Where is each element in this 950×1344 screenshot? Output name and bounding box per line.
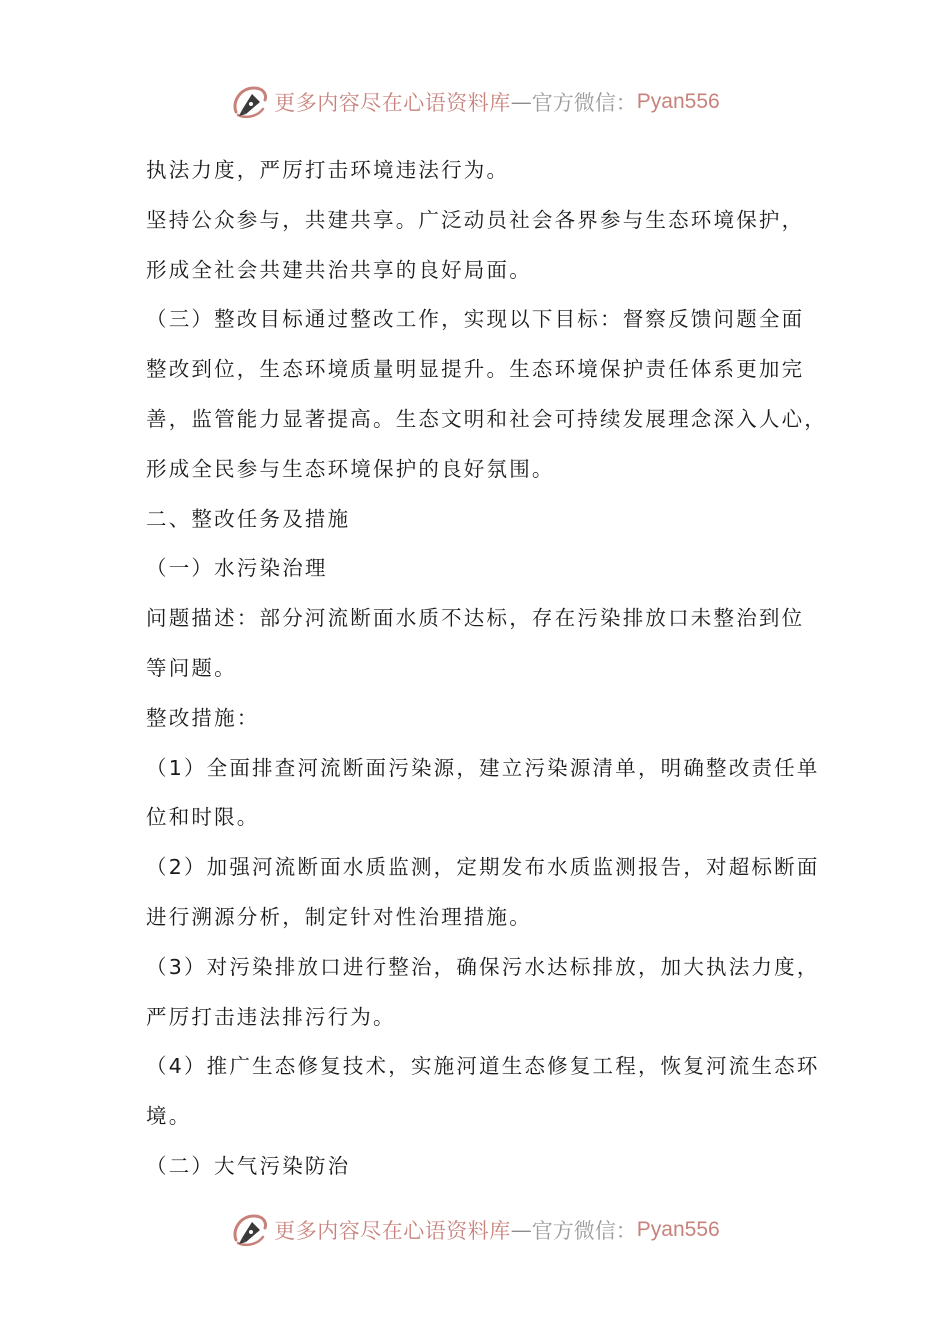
section-heading: 二、整改任务及措施 xyxy=(146,506,351,531)
separator-dash: — xyxy=(510,90,532,114)
paragraph-line: 形成全社会共建共治共享的良好局面。 xyxy=(146,257,532,282)
paragraph-line: 整改措施： xyxy=(146,705,260,730)
pen-nib-logo-icon xyxy=(230,1210,270,1250)
list-item: （1）全面排查河流断面污染源，建立污染源清单，明确整改责任单 xyxy=(146,755,820,780)
paragraph-line: （三）整改目标通过整改工作，实现以下目标：督察反馈问题全面 xyxy=(146,307,805,332)
list-item: 进行溯源分析，制定针对性治理措施。 xyxy=(146,904,532,929)
paragraph-line: 等问题。 xyxy=(146,655,237,680)
wechat-label: 官方微信： xyxy=(531,91,637,115)
list-item: （4）推广生态修复技术，实施河道生态修复工程，恢复河流生态环 xyxy=(146,1054,820,1079)
paragraph-line: 整改到位，生态环境质量明显提升。生态环境保护责任体系更加完 xyxy=(146,357,805,382)
footer-banner xyxy=(0,1208,950,1252)
promo-text: 更多内容尽在心语资料库 xyxy=(274,1219,511,1243)
document-body xyxy=(146,146,826,1192)
list-item: 位和时限。 xyxy=(146,805,260,830)
wechat-label: 官方微信： xyxy=(531,1219,637,1243)
list-item: 严厉打击违法排污行为。 xyxy=(146,1004,396,1029)
pen-nib-logo-icon xyxy=(230,82,270,122)
paragraph-line: 执法力度，严厉打击环境违法行为。 xyxy=(146,158,510,182)
subsection-heading: （一）水污染治理 xyxy=(146,556,328,581)
paragraph-line: 善，监管能力显著提高。生态文明和社会可持续发展理念深入人心， xyxy=(146,406,827,431)
separator-dash: — xyxy=(510,1218,532,1242)
subsection-heading: （二）大气污染防治 xyxy=(146,1153,351,1178)
wechat-id: Pyan556 xyxy=(636,90,720,113)
paragraph-line: 形成全民参与生态环境保护的良好氛围。 xyxy=(146,456,555,481)
promo-text: 更多内容尽在心语资料库 xyxy=(274,91,511,115)
header-banner xyxy=(0,80,950,124)
wechat-id: Pyan556 xyxy=(636,1218,720,1241)
list-item: （2）加强河流断面水质监测，定期发布水质监测报告，对超标断面 xyxy=(146,855,820,880)
list-item: （3）对污染排放口进行整治，确保污水达标排放，加大执法力度， xyxy=(146,954,820,979)
list-item: 境。 xyxy=(146,1104,192,1129)
paragraph-line: 坚持公众参与，共建共享。广泛动员社会各界参与生态环境保护， xyxy=(146,207,805,232)
paragraph-line: 问题描述：部分河流断面水质不达标，存在污染排放口未整治到位 xyxy=(146,606,805,631)
